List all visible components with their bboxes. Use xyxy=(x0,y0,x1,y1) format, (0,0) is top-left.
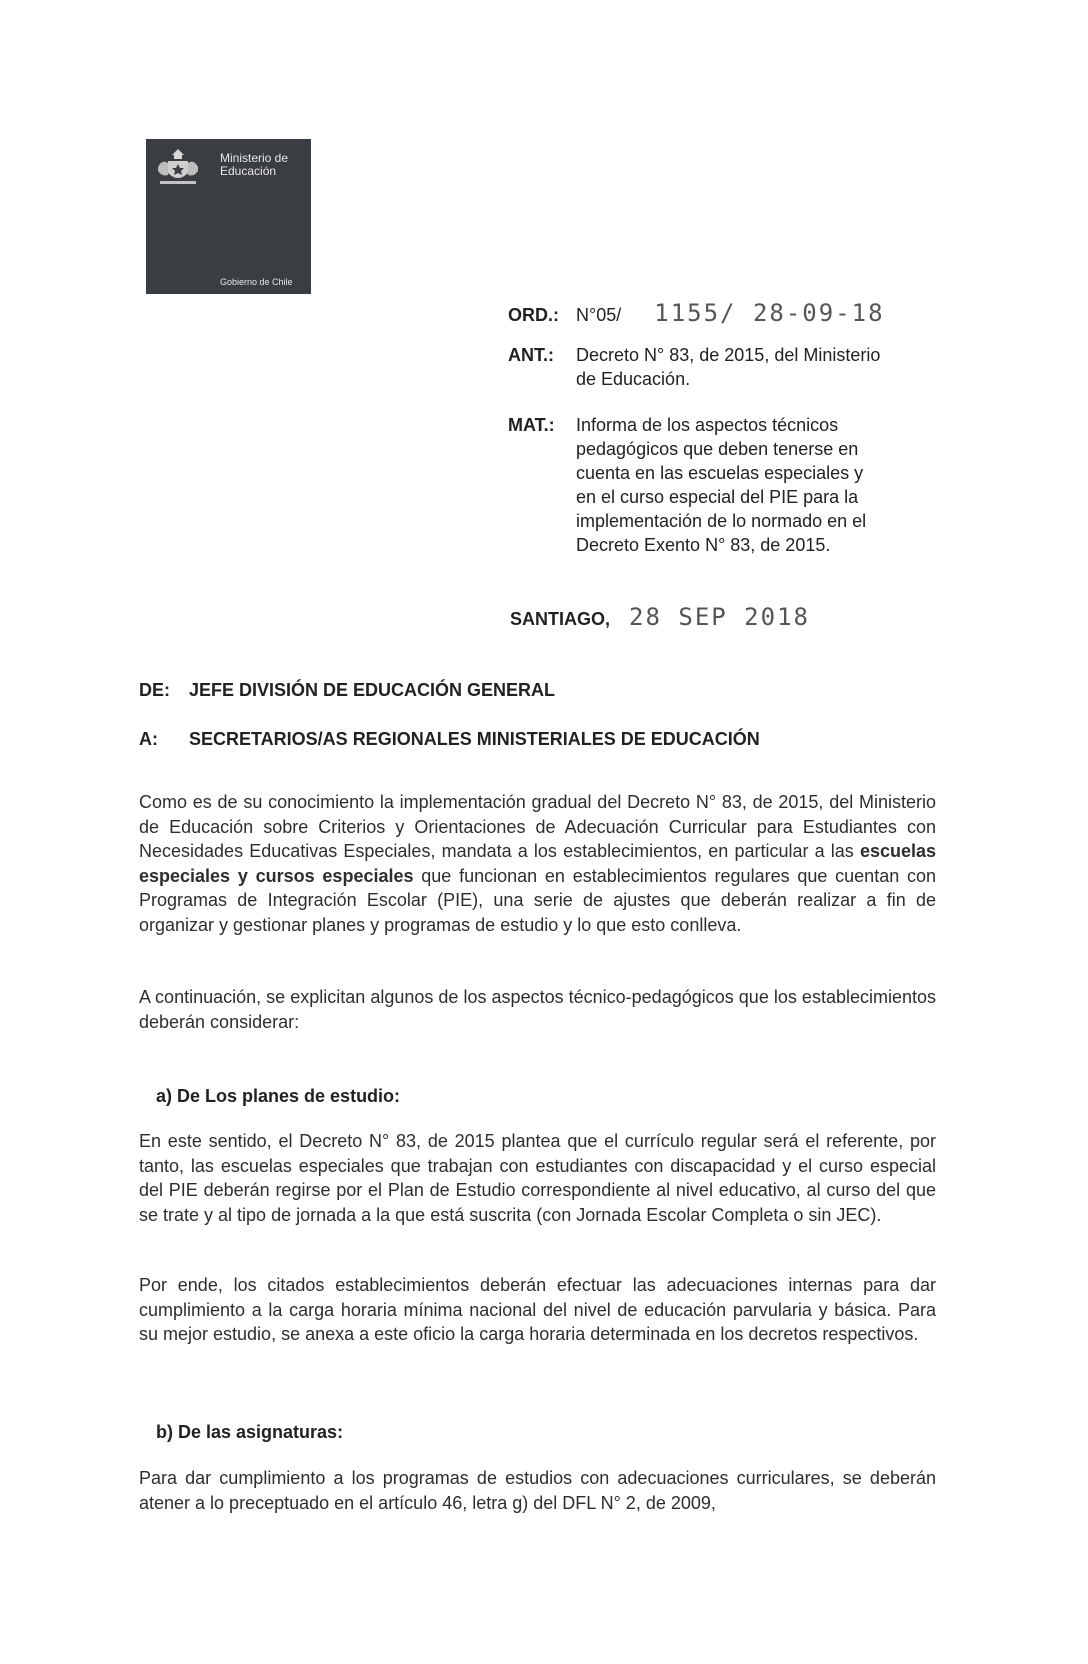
paragraph-3: En este sentido, el Decreto N° 83, de 2015 plantea que el currículo regular será el referente, por tanto, las escuelas especiales que trabajan con estudiantes con discapacidad y el curso especial del PIE deberán regirse por el Plan de Estudio correspondiente al nivel educativo, al curso del que se trate y al tipo de jornada a la que está suscrita (con Jornada Escolar Completa o sin JEC). xyxy=(139,1131,936,1225)
mat-line-2: pedagógicos que deben tenerse en xyxy=(576,439,859,459)
ord-value: N°05/ xyxy=(576,305,622,325)
paragraph-5: Para dar cumplimiento a los programas de estudios con adecuaciones curriculares, se deberán atener a lo preceptuado en el artículo 46, letra g) del DFL N° 2, de 2009, xyxy=(139,1468,936,1513)
paragraph-1-bold: escuelas especiales y cursos especiales xyxy=(139,841,936,886)
to-value: SECRETARIOS/AS REGIONALES MINISTERIALES DE EDUCACIÓN xyxy=(189,729,760,749)
ministry-logo xyxy=(146,139,311,294)
coat-of-arms-icon xyxy=(154,145,202,191)
section-b-heading: b) De las asignaturas: xyxy=(156,1422,344,1442)
logo-line-2: Educación xyxy=(220,164,277,178)
section-a-heading: a) De Los planes de estudio: xyxy=(156,1086,401,1106)
to-line xyxy=(139,729,760,750)
ant-line-1: Decreto N° 83, de 2015, del Ministerio xyxy=(576,345,881,365)
ant-label: ANT.: xyxy=(508,345,554,365)
ord-label: ORD.: xyxy=(508,305,559,325)
from-value: JEFE DIVISIÓN DE EDUCACIÓN GENERAL xyxy=(189,680,556,700)
place-label: SANTIAGO, xyxy=(510,609,611,629)
ord-line xyxy=(508,301,885,327)
paragraph-4: Por ende, los citados establecimientos deberán efectuar las adecuaciones internas para dar cumplimiento a la carga horaria mínima nacional del nivel de educación parvularia y básica. Para su mejor estudio, se anexa a este oficio la carga horaria determinada en los decretos respectivos. xyxy=(139,1275,936,1344)
from-label: DE: xyxy=(139,680,170,700)
mat-block xyxy=(508,413,926,557)
mat-line-6: Decreto Exento N° 83, de 2015. xyxy=(576,535,831,555)
logo-line-1: Ministerio de xyxy=(220,151,289,165)
mat-line-1: Informa de los aspectos técnicos xyxy=(576,415,839,435)
mat-line-3: cuenta en las escuelas especiales y xyxy=(576,463,864,483)
from-line xyxy=(139,680,555,701)
place-date xyxy=(510,605,810,631)
mat-line-4: en el curso especial del PIE para la xyxy=(576,487,859,507)
paragraph-1: Como es de su conocimiento la implementación gradual del Decreto N° 83, de 2015, del Ministerio de Educación sobre Criterios y Orientaciones de Adecuación Curricular para Estudiantes con Necesidades Educativas Especiales, mandata a los establecimientos, en particular a las escuelas especiales y cursos especiales que funcionan en establecimientos regulares que cuentan con Programas de Integración Escolar (PIE), una serie de ajustes que deberán realizar a fin de organizar y gestionar planes y programas de estudio y lo que esto conlleva. xyxy=(139,792,937,935)
logo-footer: Gobierno de Chile xyxy=(220,277,293,287)
to-label: A: xyxy=(139,729,158,749)
mat-label: MAT.: xyxy=(508,415,555,435)
paragraph-2: A continuación, se explicitan algunos de los aspectos técnico-pedagógicos que los establecimientos deberán considerar: xyxy=(139,987,936,1032)
ant-line-2: de Educación. xyxy=(576,369,691,389)
mat-line-5: implementación de lo normado en el xyxy=(576,511,867,531)
ord-stamp: 1155/ 28-09-18 xyxy=(654,299,885,327)
date-stamp: 28 SEP 2018 xyxy=(629,603,810,631)
ant-block xyxy=(508,343,880,391)
